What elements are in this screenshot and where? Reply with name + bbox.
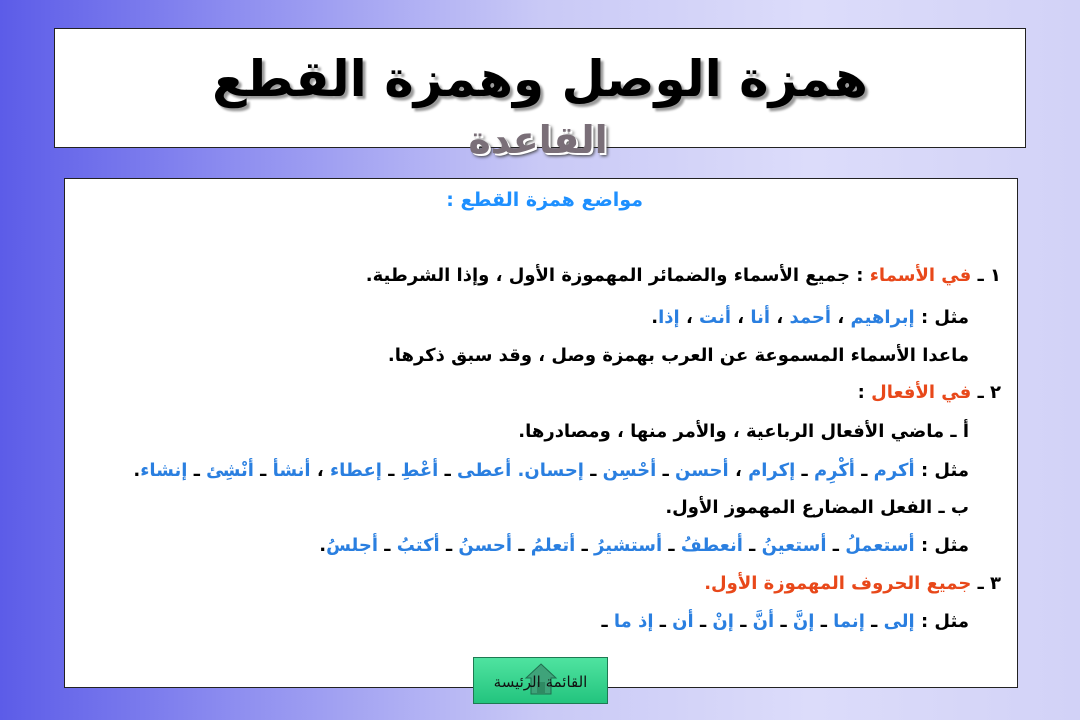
- example-word: أنَّ: [752, 611, 775, 632]
- example-end: .: [319, 535, 327, 556]
- separator: ـ: [653, 611, 673, 632]
- example-word: أجلسُ: [326, 535, 378, 556]
- example-word: إذ ما: [613, 611, 654, 632]
- example-word: أحْسِن: [602, 460, 657, 481]
- rule-2a-line: أ ـ ماضي الأفعال الرباعية ، والأمر منها ، ومصادرها.: [518, 421, 969, 442]
- separator: ـ: [854, 460, 874, 481]
- example-word: إنما: [833, 611, 865, 632]
- separator: ـ: [733, 611, 753, 632]
- separator: ـ: [795, 460, 814, 481]
- rule-2-number: ٢ ـ: [971, 382, 1001, 403]
- example-end: ـ: [601, 611, 614, 632]
- example-word: أنعطفُ: [680, 535, 743, 556]
- example-word: أستعينُ: [761, 535, 827, 556]
- rule-2-label: في الأفعال: [871, 382, 972, 403]
- separator: ،: [310, 460, 330, 481]
- example-word: إكرام: [748, 460, 796, 481]
- separator: ـ: [864, 611, 884, 632]
- example-1-line: [651, 307, 969, 328]
- rule-3-line: [704, 573, 1001, 594]
- example-word: أستعملُ: [845, 535, 915, 556]
- rule-1-text: جميع الأسماء والضمائر المهموزة الأول ، وإذا الشرطية.: [365, 265, 850, 286]
- example-prefix: مثل :: [914, 535, 969, 556]
- example-prefix: مثل :: [914, 307, 969, 328]
- separator: ـ: [512, 535, 531, 556]
- separator: ـ: [438, 460, 458, 481]
- separator: ،: [679, 307, 700, 328]
- example-word: أعْطِ: [400, 460, 439, 481]
- separator: ـ: [575, 535, 595, 556]
- rule-3-label: جميع الحروف المهموزة الأول.: [704, 573, 972, 594]
- example-word: أحمد: [789, 307, 832, 328]
- separator: ،: [831, 307, 851, 328]
- example-word: إلى: [883, 611, 915, 632]
- example-word: إنَّ: [792, 611, 815, 632]
- separator: ـ: [253, 460, 273, 481]
- separator: ـ: [774, 611, 793, 632]
- separator: ،: [728, 460, 749, 481]
- separator: ـ: [693, 611, 713, 632]
- example-word: أستشيرُ: [594, 535, 663, 556]
- example-prefix: مثل :: [914, 611, 969, 632]
- separator: ـ: [381, 460, 401, 481]
- separator: ـ: [662, 535, 681, 556]
- rule-1-line: [366, 265, 1001, 286]
- example-word: أحسنُ: [458, 535, 513, 556]
- page-title: همزة الوصل وهمزة القطع: [212, 50, 868, 108]
- example-word: أنا: [750, 307, 771, 328]
- separator: ـ: [378, 535, 397, 556]
- exception-line: ماعدا الأسماء المسموعة عن العرب بهمزة وصل ، وقد سبق ذكرها.: [387, 345, 969, 366]
- example-word: أتعلمُ: [530, 535, 576, 556]
- separator: ،: [770, 307, 790, 328]
- example-word: أن: [672, 611, 694, 632]
- example-4-line: [601, 611, 969, 632]
- separator: ـ: [656, 460, 676, 481]
- home-button-label: القائمة الرئيسة: [493, 672, 588, 691]
- rule-1-label: في الأسماء: [869, 265, 972, 286]
- rule-1-colon: :: [850, 265, 870, 286]
- separator: ـ: [439, 535, 459, 556]
- example-word: إبراهيم: [850, 307, 915, 328]
- example-word: أنْشِئ: [206, 460, 254, 481]
- example-end: .: [651, 307, 659, 328]
- example-word: إنْ: [712, 611, 734, 632]
- separator: ـ: [742, 535, 762, 556]
- separator: ،: [731, 307, 751, 328]
- section-heading: مواضع همزة القطع :: [446, 189, 643, 211]
- example-word: أحسن: [675, 460, 729, 481]
- example-2-line: [133, 460, 969, 481]
- content-box: [64, 178, 1018, 688]
- subtitle-text: القاعدة: [468, 118, 608, 162]
- rule-2-line: [858, 382, 1001, 403]
- separator: ـ: [814, 611, 834, 632]
- rule-1-number: ١ ـ: [971, 265, 1001, 286]
- example-end: .: [133, 460, 141, 481]
- example-prefix: مثل :: [914, 460, 969, 481]
- example-3-line: [319, 535, 969, 556]
- separator: ـ: [187, 460, 207, 481]
- example-word: إحسان.: [517, 460, 584, 481]
- page-subtitle: [0, 118, 1080, 162]
- example-word: أنت: [699, 307, 732, 328]
- example-word: أكْرِم: [813, 460, 855, 481]
- example-word: أكتبُ: [396, 535, 440, 556]
- rule-2b-line: ب ـ الفعل المضارع المهموز الأول.: [665, 497, 969, 518]
- example-word: إعطاء: [329, 460, 382, 481]
- home-button[interactable]: [473, 657, 608, 704]
- separator: ـ: [583, 460, 603, 481]
- separator: ـ: [826, 535, 846, 556]
- example-word: أكرم: [873, 460, 915, 481]
- example-word: إنشاء: [140, 460, 188, 481]
- rule-2-colon: :: [857, 382, 872, 403]
- example-word: أنشأ: [272, 460, 311, 481]
- example-word: أعطى: [457, 460, 512, 481]
- rule-3-number: ٣ ـ: [971, 573, 1001, 594]
- example-word: إذا: [658, 307, 680, 328]
